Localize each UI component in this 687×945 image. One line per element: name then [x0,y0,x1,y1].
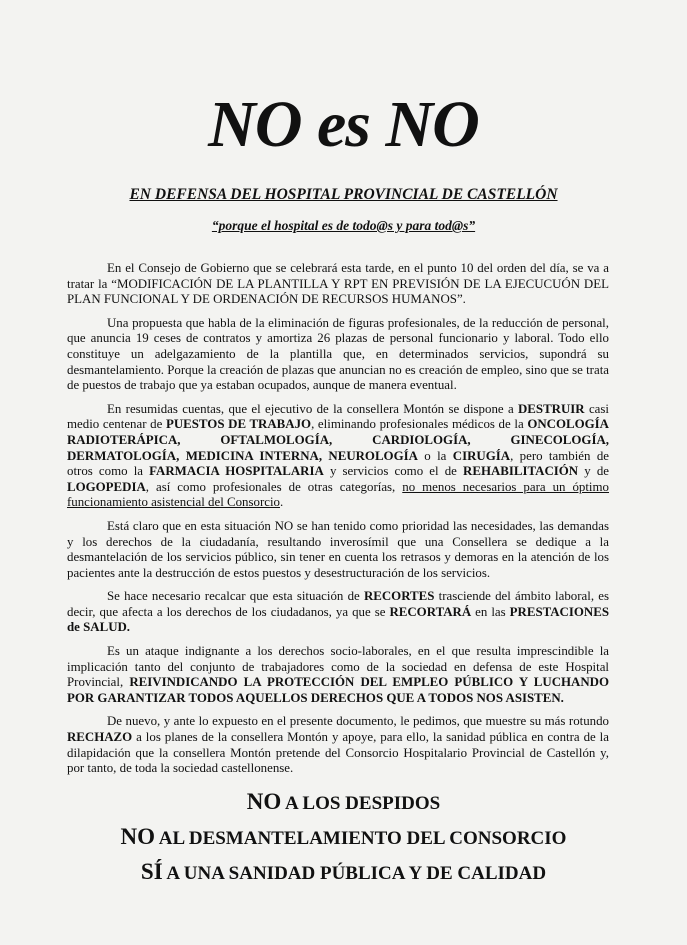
slogan-1: NO A LOS DESPIDOS [246,789,441,814]
paragraph-1: En el Consejo de Gobierno que se celebrará esta tarde, en el punto 10 del orden del día, se va a tratar la “MODIFICACIÓN DE LA PLANTILLA Y RPT EN PREVISIÓN DE LA EJECUCUÓN DEL PLAN FUNCIONAL Y DE ORDENACIÓN DE RECURSOS HUMANOS”. [67,261,609,307]
slogan-2: NO AL DESMANTELAMIENTO DEL CONSORCIO [120,824,567,849]
paragraph-7: De nuevo, y ante lo expuesto en el presente documento, le pedimos, que muestre su más rotundo RECHAZO a los planes de la consellera Montón y apoye, para ello, la sanidad pública en contra de la dilapidación que la consellera Montón pretende del Consorcio Hospitalario Provincial de Castellón y, por tanto, de toda la sociedad castellonense. [67,714,609,776]
slogan-3: SÍ A UNA SANIDAD PÚBLICA Y DE CALIDAD [140,859,547,884]
paragraph-4: Está claro que en esta situación NO se han tenido como prioridad las necesidades, las demandas y los derechos de la ciudadanía, resultando inverosímil que una Consellera se dedique a la desmantelación de los servicios público, sin tener en cuenta los retrasos y demoras en la atención de los pacientes ante la destrucción de estos puestos y desestructuración de los servicios. [67,518,609,580]
paragraph-5: Se hace necesario recalcar que esta situación de RECORTES trasciende del ámbito laboral, es decir, que afecta a los derechos de los ciudadanos, ya que se RECORTARÁ en las PRESTACIONES de SALUD. [67,589,609,635]
flyer-tagline: “porque el hospital es de todo@s y para tod@s” [211,218,476,233]
flyer-body [67,261,609,785]
paragraph-3: En resumidas cuentas, que el ejecutivo de la consellera Montón se dispone a DESTRUIR casi medio centenar de PUESTOS DE TRABAJO, eliminando profesionales médicos de la ONCOLOGÍA RADIOTERÁPICA, OFTALMOLOGÍA, CARDIOLOGÍA, GINECOLOGÍA, DERMATOLOGÍA, MEDICINA INTERNA, NEUROLOGÍA o la CIRUGÍA, pero también de otros como la FARMACIA HOSPITALARIA y servicios como el de REHABILITACIÓN y de LOGOPEDIA, así como profesionales de otras categorías, no menos necesarios para un óptimo funcionamiento asistencial del Consorcio. [67,401,610,510]
slogans [0,790,687,895]
paragraph-2: Una propuesta que habla de la eliminación de figuras profesionales, de la reducción de personal, que anuncia 19 ceses de contratos y amortiza 26 plazas de personal funcionario y laboral. Todo ello constituye un adelgazamiento de la plantilla que, en determinados servicios, supondrá su desmantelamiento. Porque la creación de plazas que anuncian no es creación de empleo, sino que se trata de puestos de trabajo que ya estaban ocupados, aunque de manera eventual. [67,315,609,393]
flyer-title: NO es NO [208,88,479,161]
paragraph-6: Es un ataque indignante a los derechos socio-laborales, en el que resulta imprescindible la implicación tanto del conjunto de trabajadores como de la sociedad en defensa de este Hospital Provincial, REIVINDICANDO LA PROTECCIÓN DEL EMPLEO PÚBLICO Y LUCHANDO POR GARANTIZAR TODOS AQUELLOS DERECHOS QUE A TODOS NOS ASISTEN. [67,644,609,705]
flyer-subtitle: EN DEFENSA DEL HOSPITAL PROVINCIAL DE CASTELLÓN [129,186,558,203]
